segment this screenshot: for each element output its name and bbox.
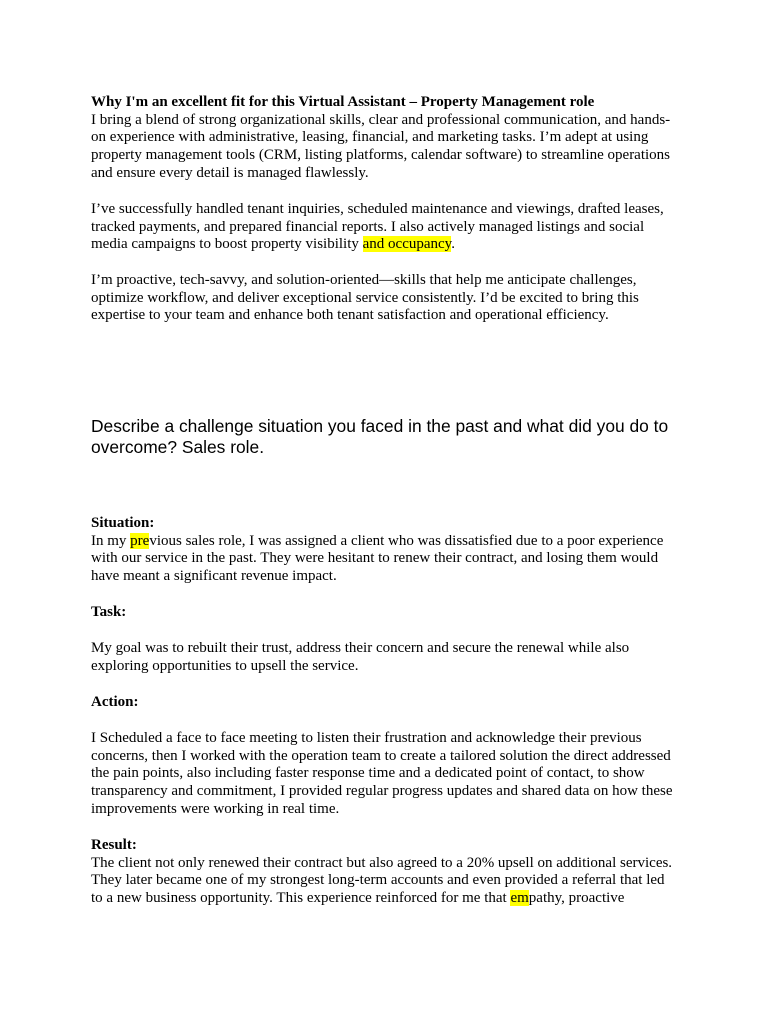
fit-paragraph-1-line: on experience with administrative, leasing, financial, and marketing tasks. I’m adept at using (91, 129, 649, 146)
fit-heading: Why I'm an excellent fit for this Virtual Assistant – Property Management role (91, 94, 595, 110)
action-line: I Scheduled a face to face meeting to listen their frustration and acknowledge their previous (91, 730, 642, 746)
fit-paragraph-1-line: I bring a blend of strong organizational skills, clear and professional communication, and hands- (91, 111, 671, 128)
task-line: My goal was to rebuilt their trust, address their concern and secure the renewal while also (91, 640, 630, 656)
fit-paragraph-3-line: optimize workflow, and deliver exceptional service consistently. I’d be excited to bring this (91, 289, 639, 306)
situation-line: have meant a significant revenue impact. (91, 568, 337, 585)
fit-paragraph-2-line: tracked payments, and prepared financial reports. I also actively managed listings and social (91, 218, 645, 235)
fit-paragraph-1-line: property management tools (CRM, listing platforms, calendar software) to streamline operations (91, 147, 671, 164)
highlighted-text: pre (130, 532, 150, 549)
fit-paragraph-2-line (91, 236, 691, 254)
text-run: media campaigns to boost property visibility (91, 236, 363, 253)
text-run: . (451, 236, 455, 253)
action-section (91, 730, 691, 819)
situation-line: with our service in the past. They were hesitant to renew their contract, and losing them would (91, 550, 659, 567)
question-line: Describe a challenge situation you faced in the past and what did you do to (91, 416, 669, 436)
result-label: Result: (91, 837, 137, 853)
question-line: overcome? Sales role. (91, 437, 265, 457)
situation-label: Situation: (91, 515, 155, 531)
task-label: Task: (91, 604, 127, 620)
fit-paragraph-1-line: and ensure every detail is managed flawlessly. (91, 164, 369, 181)
task-line: exploring opportunities to upsell the service. (91, 657, 359, 674)
highlighted-text: and occupancy (362, 236, 452, 253)
highlighted-text: em (510, 890, 529, 907)
text-run: to a new business opportunity. This experience reinforced for me that (91, 890, 511, 907)
situation-line (91, 533, 691, 551)
fit-paragraph-3 (91, 272, 691, 325)
text-run: pathy, proactive (528, 890, 625, 907)
text-run: vious sales role, I was assigned a client who was dissatisfied due to a poor experience (149, 532, 664, 549)
task-section (91, 640, 691, 675)
action-line: improvements were working in real time. (91, 800, 340, 817)
fit-paragraph-3-line: I’m proactive, tech-savvy, and solution-oriented—skills that help me anticipate challenges, (91, 272, 637, 288)
result-section (91, 837, 691, 908)
challenge-question (91, 416, 731, 458)
action-line: the pain points, also including faster response time and a dedicated point of contact, to show (91, 765, 645, 782)
fit-section (91, 94, 691, 183)
result-line (91, 890, 691, 908)
action-line: transparency and commitment, I provided regular progress updates and shared data on how these (91, 783, 673, 800)
fit-paragraph-2 (91, 201, 691, 254)
situation-section (91, 515, 691, 586)
fit-paragraph-3-line: expertise to your team and enhance both tenant satisfaction and operational efficiency. (91, 307, 609, 324)
fit-paragraph-2-line: I’ve successfully handled tenant inquiries, scheduled maintenance and viewings, drafted leases, (91, 201, 664, 217)
action-label: Action: (91, 694, 139, 710)
result-line: The client not only renewed their contract but also agreed to a 20% upsell on additional services. (91, 854, 673, 871)
action-line: concerns, then I worked with the operation team to create a tailored solution the direct addressed (91, 747, 671, 764)
result-line: They later became one of my strongest long-term accounts and even provided a referral that led (91, 872, 665, 889)
task-label-block (91, 604, 691, 622)
text-run: In my (91, 532, 131, 549)
action-label-block (91, 694, 691, 712)
